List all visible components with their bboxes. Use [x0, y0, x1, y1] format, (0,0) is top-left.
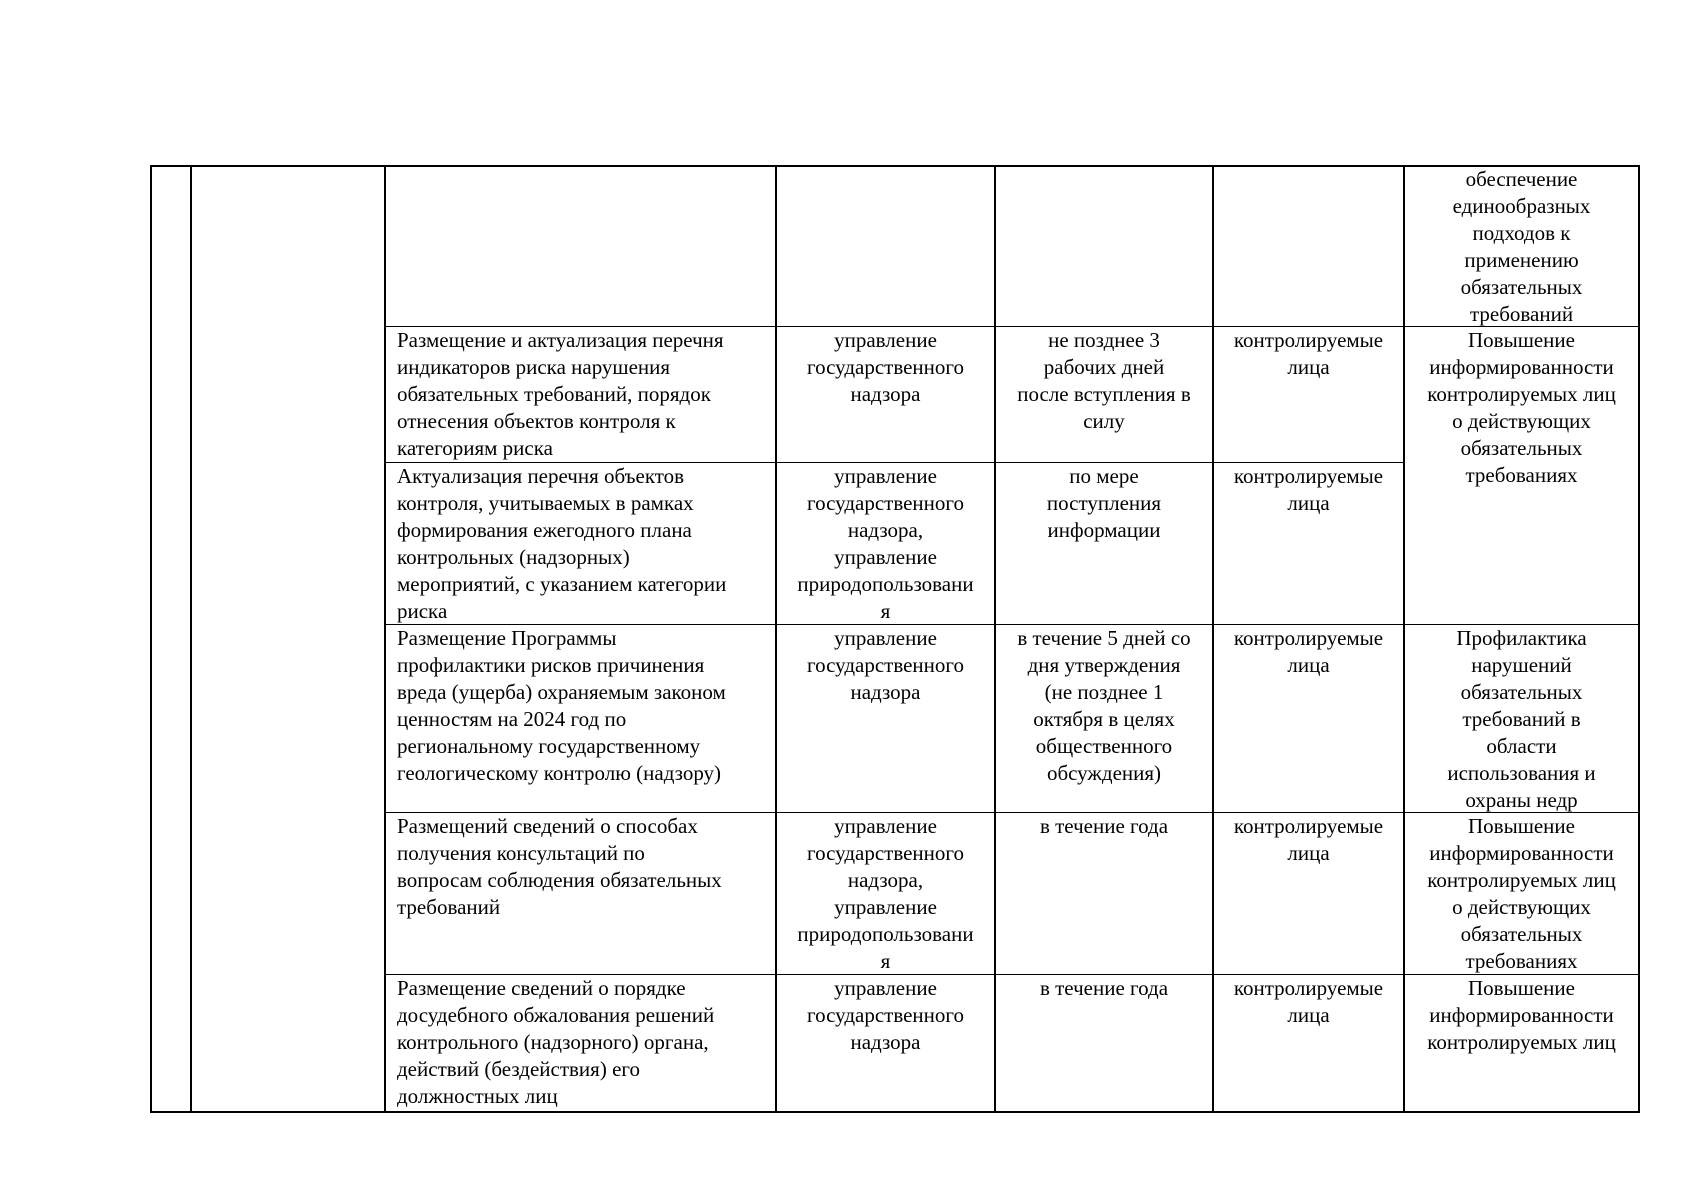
participants-cell: контролируемые лица [1233, 814, 1384, 865]
goal-cell: Повышение информированности контролируемых лиц о действующих обязательных требованиях [1427, 814, 1616, 973]
participants-cell: контролируемые лица [1233, 976, 1384, 1027]
goal-cell-merged: Повышение информированности контролируемых лиц о действующих обязательных требованиях [1427, 328, 1616, 487]
measure-cell: Размещение Программы профилактики рисков причинения вреда (ущерба) охраняемым законом ценностям на 2024 год по региональному государственному геологическому контролю (надзору) [397, 626, 726, 785]
participants-cell: контролируемые лица [1233, 626, 1384, 677]
responsible-cell: управление государственного надзора [806, 976, 965, 1054]
responsible-cell: управление государственного надзора, управление природопользовани я [797, 814, 974, 973]
measure-cell: Размещение и актуализация перечня индикаторов риска нарушения обязательных требований, порядок отнесения объектов контроля к категориям риска [397, 328, 724, 460]
deadline-cell: в течение 5 дней со дня утверждения (не позднее 1 октября в целях общественного обсуждения) [1017, 626, 1191, 785]
responsible-cell: управление государственного надзора [806, 328, 965, 406]
responsible-cell: управление государственного надзора [806, 626, 965, 704]
deadline-cell: не позднее 3 рабочих дней после вступления в силу [1017, 328, 1191, 433]
table-border-left [150, 165, 152, 1113]
table-border-bottom [150, 1111, 1640, 1113]
deadline-cell: по мере поступления информации [1046, 464, 1162, 542]
goal-cell-continued: обеспечение единообразных подходов к применению обязательных требований [1452, 167, 1591, 326]
goal-cell: Повышение информированности контролируемых лиц [1427, 976, 1616, 1054]
participants-cell: контролируемые лица [1233, 328, 1384, 379]
deadline-cell: в течение года [1039, 976, 1169, 1000]
measure-cell: Актуализация перечня объектов контроля, учитываемых в рамках формирования ежегодного плана контрольных (надзорных) мероприятий, с указанием категории риска [397, 464, 727, 623]
table-border-right [1638, 165, 1640, 1113]
goal-cell: Профилактика нарушений обязательных требований в области использования и охраны недр [1447, 626, 1596, 812]
deadline-cell: в течение года [1039, 814, 1169, 838]
measure-cell: Размещение сведений о порядке досудебного обжалования решений контрольного (надзорного) органа, действий (бездействия) его должностных лиц [397, 976, 715, 1108]
responsible-cell: управление государственного надзора, управление природопользовани я [797, 464, 974, 623]
column-divider-1 [190, 165, 192, 1113]
participants-cell: контролируемые лица [1233, 464, 1384, 515]
measure-cell: Размещений сведений о способах получения консультаций по вопросам соблюдения обязательных требований [397, 814, 722, 919]
